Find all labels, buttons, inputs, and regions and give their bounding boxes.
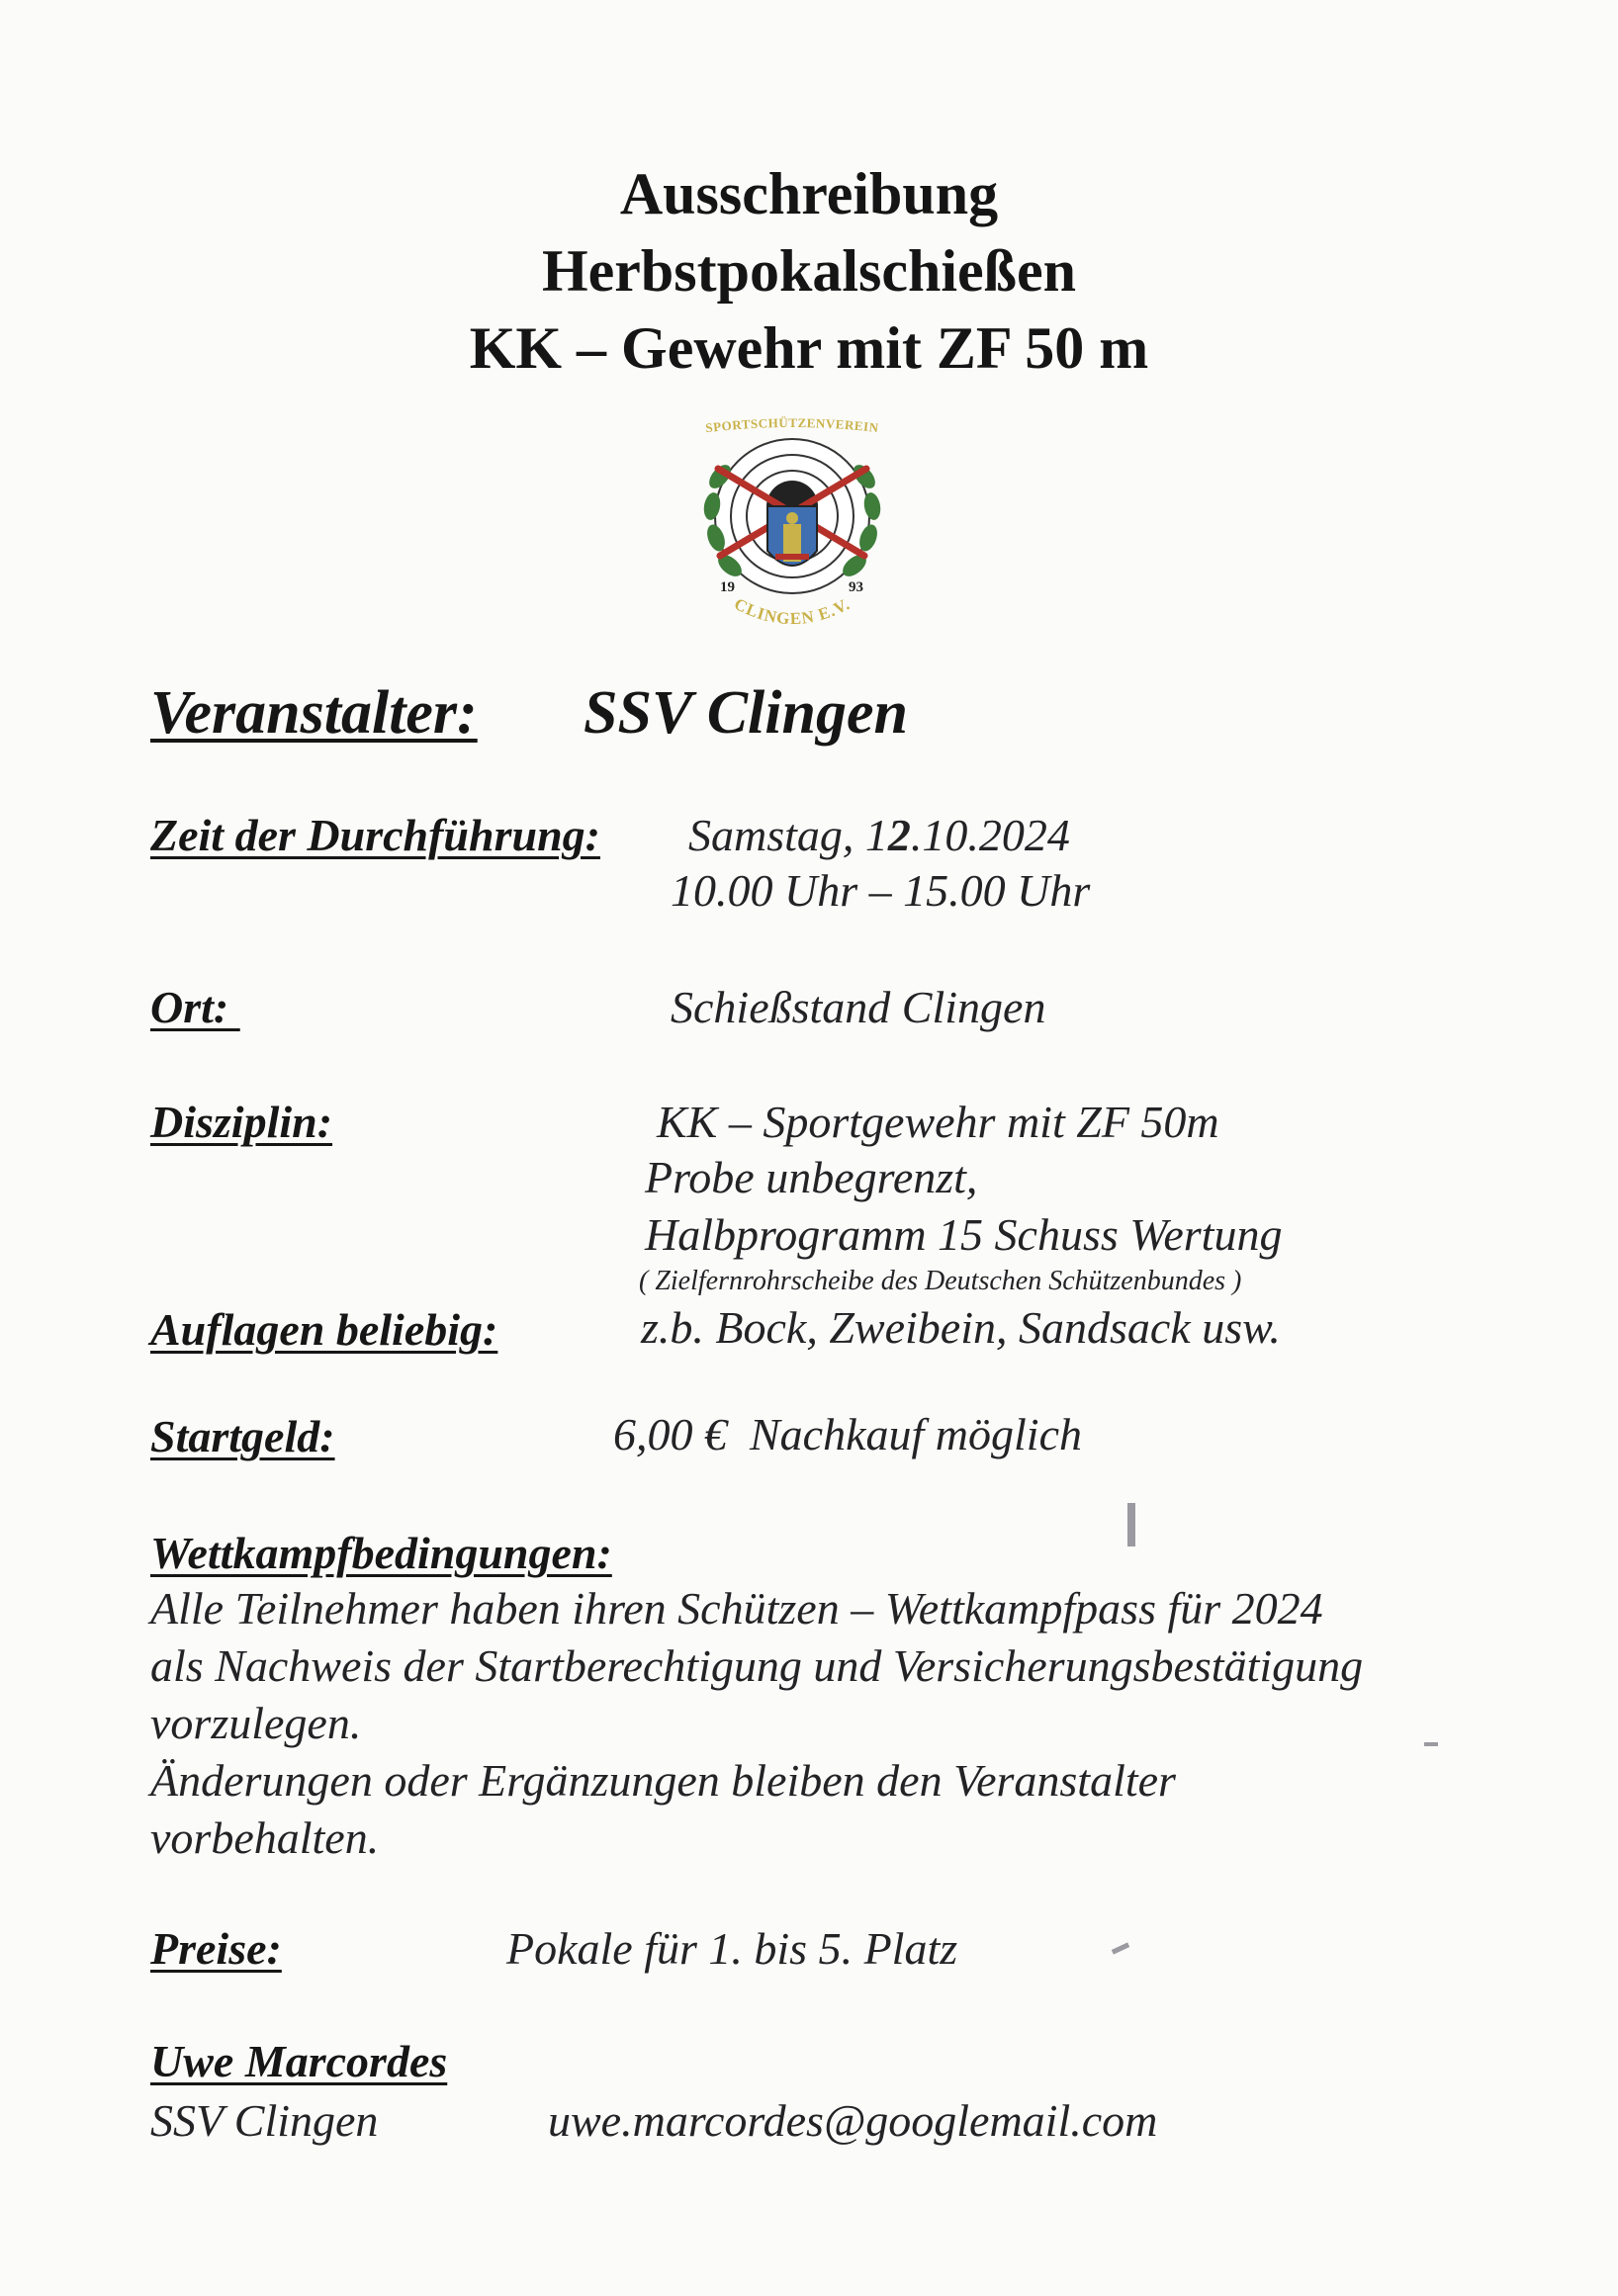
scan-speck [1127,1503,1135,1546]
logo-year-right: 93 [849,579,863,595]
logo-bottom-text: CLINGEN E.V. [731,594,854,629]
club-emblem-icon [688,407,896,645]
discipline-line-3: Halbprogramm 15 Schuss Wertung [645,1209,1283,1260]
contact-email: uwe.marcordes@googlemail.com [548,2095,1158,2146]
svg-text:CLINGEN E.V. [731,594,853,628]
discipline-label: Disziplin: [150,1097,333,1147]
location-label: Ort: [150,982,240,1032]
time-date-prefix: Samstag, 1 [688,810,888,860]
organizer-value: SSV Clingen [584,679,908,747]
conditions-line-1: Alle Teilnehmer haben ihren Schützen – Wettkampfpass für 2024 [150,1583,1323,1634]
conditions-line-2: als Nachweis der Startberechtigung und Versicherungsbestätigung [150,1640,1364,1691]
time-date [688,809,1070,861]
scan-speck [1112,1942,1129,1954]
prizes-value: Pokale für 1. bis 5. Platz [506,1923,958,1974]
conditions-line-3: vorzulegen. [150,1698,362,1748]
logo-year-left: 19 [720,579,735,595]
time-label: Zeit der Durchführung: [150,810,600,860]
time-date-suffix: .10.2024 [910,810,1070,860]
title-line-1: Ausschreibung [619,161,999,226]
location-value: Schießstand Clingen [671,982,1046,1032]
title-line-3: KK – Gewehr mit ZF 50 m [469,315,1149,381]
time-hours: 10.00 Uhr – 15.00 Uhr [671,865,1091,916]
rests-value: z.b. Bock, Zweibein, Sandsack usw. [641,1302,1281,1353]
fee-value: 6,00 € Nachkauf möglich [613,1409,1082,1459]
organizer-label: Veranstalter: [150,679,478,747]
rests-label: Auflagen beliebig: [150,1304,498,1355]
time-date-digit: 2 [887,810,911,860]
fee-label: Startgeld: [150,1411,335,1461]
discipline-line-2: Probe unbegrenzt, [645,1152,978,1202]
contact-name: Uwe Marcordes [150,2036,448,2086]
scan-speck [1424,1742,1438,1746]
conditions-line-4: Änderungen oder Ergänzungen bleiben den Veranstalter [150,1755,1176,1806]
discipline-line-1: KK – Sportgewehr mit ZF 50m [657,1097,1219,1147]
prizes-label: Preise: [150,1923,282,1974]
conditions-line-5: vorbehalten. [150,1812,380,1863]
title-line-2: Herbstpokalschießen [541,238,1077,304]
discipline-note: ( Zielfernrohrscheibe des Deutschen Schützenbundes ) [639,1266,1242,1296]
contact-club: SSV Clingen [150,2095,379,2146]
logo-arc-text: SPORTSCHÜTZENVEREIN [704,414,880,436]
conditions-label: Wettkampfbedingungen: [150,1528,612,1578]
svg-text:SPORTSCHÜTZENVEREIN [705,415,880,435]
